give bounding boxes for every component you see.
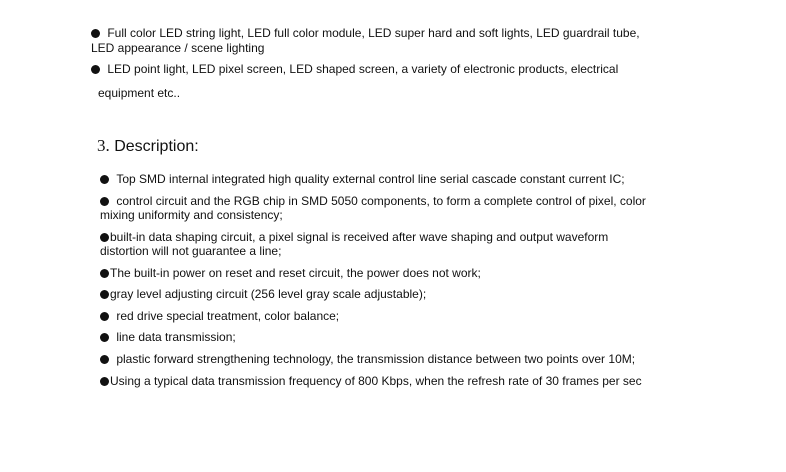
bullet-icon [100,355,109,364]
application-item-2 [91,62,618,77]
application-item-1-text: Full color LED string light, LED full color module, LED super hard and soft lights, LED guardrail tube, [107,26,640,40]
section-heading [97,136,199,157]
description-item-6 [100,309,339,324]
section-title: Description: [114,138,199,155]
bullet-icon [91,65,100,74]
description-item-text: red drive special treatment, color balance; [116,309,340,323]
description-item-text: The built-in power on reset and reset circuit, the power does not work; [110,266,481,280]
bullet-icon [100,312,109,321]
description-item-text: line data transmission; [116,330,236,344]
description-item-3 [100,230,608,245]
description-item-3-continuation [100,244,281,259]
bullet-icon [100,377,109,386]
description-item-text: Using a typical data transmission frequency of 800 Kbps, when the refresh rate of 30 frames per sec [110,374,642,388]
application-item-2-continuation [98,86,180,101]
description-item-text-cont: mixing uniformity and consistency; [100,208,283,222]
section-number: 3. [97,136,110,155]
application-item-1 [91,26,640,41]
description-item-text-cont: distortion will not guarantee a line; [100,244,282,258]
description-item-7 [100,330,236,345]
description-item-text: built-in data shaping circuit, a pixel signal is received after wave shaping and output waveform [110,230,609,244]
description-item-text: gray level adjusting circuit (256 level gray scale adjustable); [110,287,427,301]
description-item-2 [100,194,646,209]
bullet-icon [100,333,109,342]
bullet-icon [100,269,109,278]
description-item-text: control circuit and the RGB chip in SMD 5050 components, to form a complete control of pixel, color [116,194,646,208]
description-item-text: plastic forward strengthening technology, the transmission distance between two points over 10M; [116,352,636,366]
application-item-1-continuation [91,41,264,56]
description-item-9 [100,374,642,389]
bullet-icon [100,233,109,242]
description-item-8 [100,352,635,367]
bullet-icon [100,175,109,184]
bullet-icon [100,197,109,206]
application-item-1-text-cont: LED appearance / scene lighting [91,41,265,55]
description-item-5 [100,287,426,302]
application-item-2-text: LED point light, LED pixel screen, LED shaped screen, a variety of electronic products, electrical [107,62,619,76]
application-item-2-text-cont: equipment etc.. [98,86,181,100]
description-item-text: Top SMD internal integrated high quality external control line serial cascade constant current IC; [116,172,625,186]
description-item-4 [100,266,481,281]
description-item-2-continuation [100,208,283,223]
bullet-icon [91,29,100,38]
description-item-1 [100,172,625,187]
bullet-icon [100,290,109,299]
